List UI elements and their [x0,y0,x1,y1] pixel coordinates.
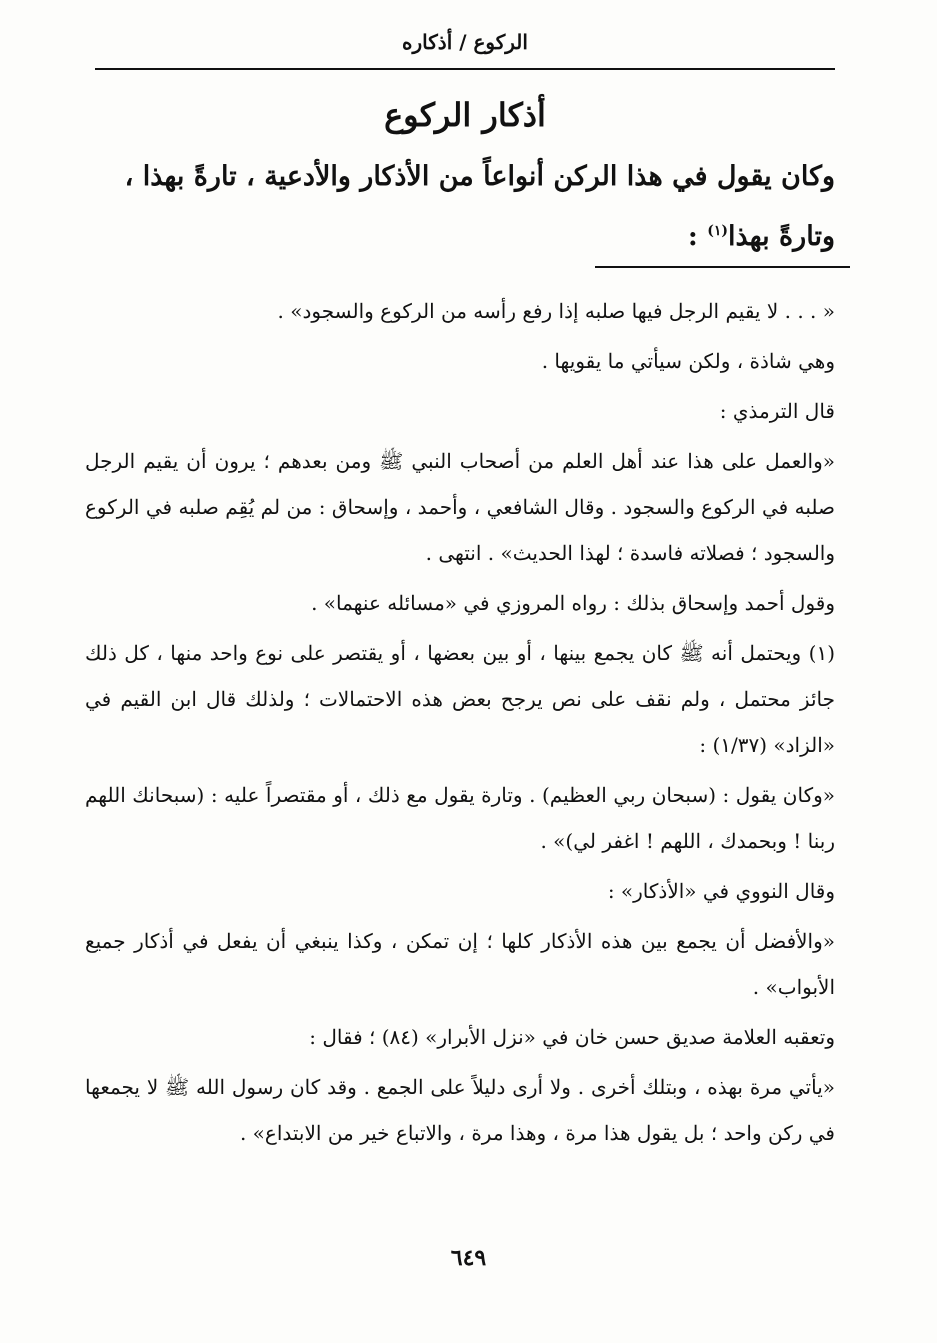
footnote-paragraph: قال الترمذي : [719,399,835,423]
footnote-paragraph: «والأفضل أن يجمع بين هذه الأذكار كلها ؛ إن تمكن ، وكذا ينبغي أن يفعل في أذكار جميع الأبواب» . [85,929,835,999]
footnote-paragraph: وتعقبه العلامة صديق حسن خان في «نزل الأبرار» (٨٤) ؛ فقال : [309,1025,835,1049]
intro-paragraph [95,150,835,264]
footnote-rule [595,266,850,268]
footnote-paragraph: « . . . لا يقيم الرجل فيها صلبه إذا رفع رأسه من الركوع والسجود» . [277,299,835,323]
intro-line-2-end: : [687,221,708,252]
footnote-ref: (١) [707,223,728,239]
footnote-paragraph: «والعمل على هذا عند أهل العلم من أصحاب النبي ﷺ ومن بعدهم ؛ يرون أن يقيم الرجل صلبه في الركوع والسجود . وقال الشافعي ، وأحمد ، وإسحاق : من لم يُقِم صلبه في الركوع والسجود ؛ فصلاته فاسدة ؛ لهذا الحديث» . انتهى . [85,449,835,565]
footnote-paragraph: (١) ويحتمل أنه ﷺ كان يجمع بينها ، أو بين بعضها ، أو يقتصر على نوع واحد منها ، كل ذلك جائز محتمل ، ولم نقف على نص يرجح بعض هذه الاحتمالات ؛ ولذلك قال ابن القيم في «الزاد» (١/٣٧) : [85,641,836,757]
footnote-paragraph: «وكان يقول : (سبحان ربي العظيم) . وتارة يقول مع ذلك ، أو مقتصراً عليه : (سبحانك اللهم ربنا ! وبحمدك ، اللهم ! اغفر لي)» . [85,783,835,853]
section-title: أذكار الركوع [384,96,546,134]
page-number: ٦٤٩ [450,1245,487,1271]
running-head: الركوع / أذكاره [402,30,528,54]
intro-line-2 [95,204,835,264]
intro-line-1: وكان يقول في هذا الركن أنواعاً من الأذكار والأدعية ، تارةً بهذا ، [124,161,835,192]
intro-line-2-text: وتارةً بهذا [728,221,835,252]
footnote-paragraph: وقال النووي في «الأذكار» : [607,879,835,903]
footnote-paragraph: «يأتي مرة بهذه ، وبتلك أخرى . ولا أرى دليلاً على الجمع . وقد كان رسول الله ﷺ لا يجمعها في ركن واحد ؛ بل يقول هذا مرة ، وهذا مرة ، والاتباع خير من الابتداع» . [85,1075,835,1145]
footnote-paragraph: وقول أحمد وإسحاق بذلك : رواه المروزي في «مسائله عنهما» . [311,591,835,615]
header-rule [95,68,835,70]
footnotes-block [85,288,835,1160]
footnote-paragraph: وهي شاذة ، ولكن سيأتي ما يقويها . [541,349,835,373]
